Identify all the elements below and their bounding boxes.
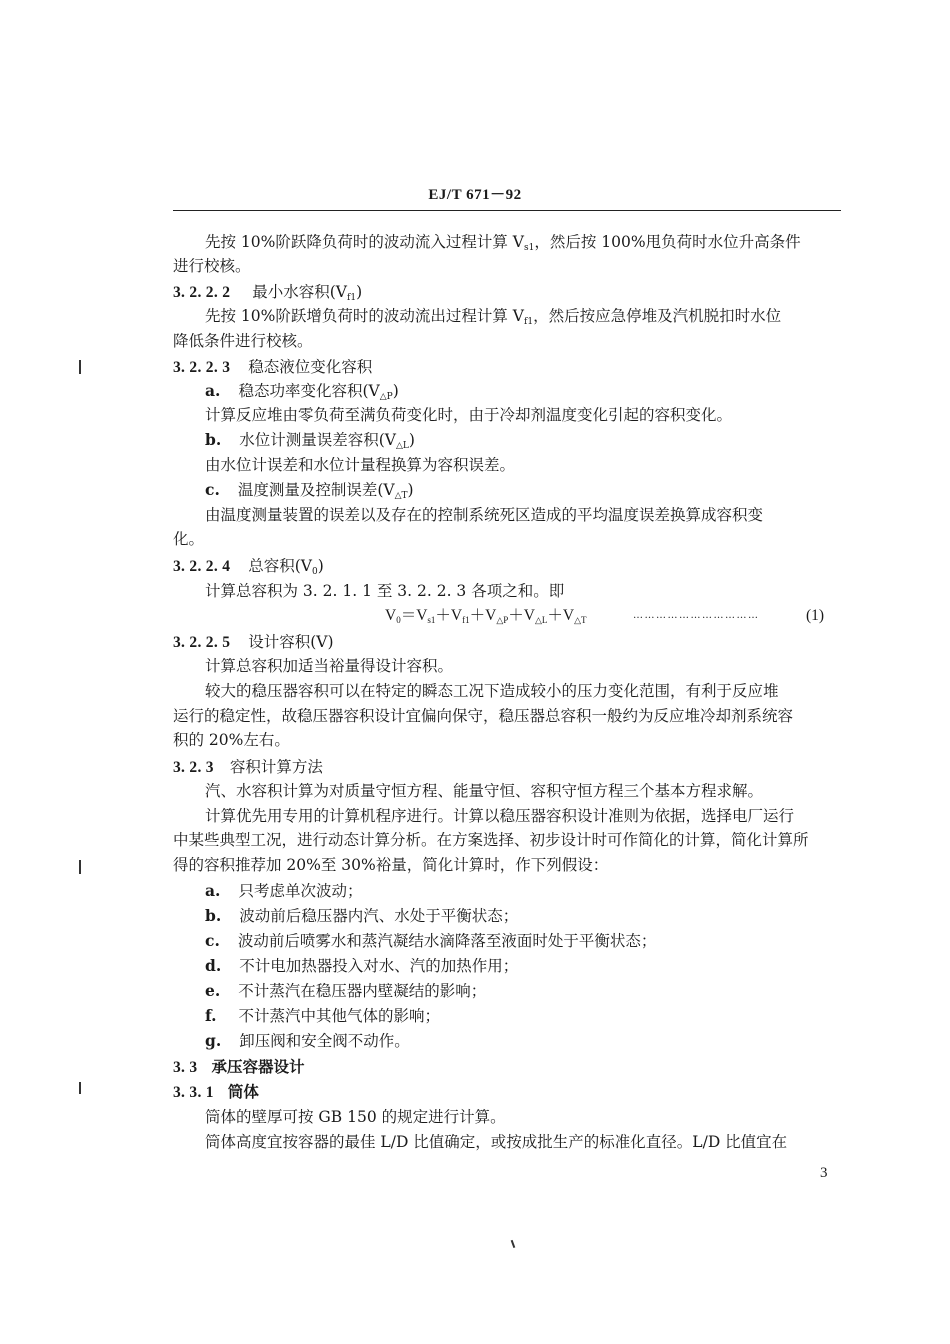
paragraph-line: 运行的稳定性，故稳压器容积设计宜偏向保守，稳压器总容积一般约为反应堆冷却剂系统容 — [173, 707, 794, 725]
section-heading-3-3: 3. 3 承压容器设计 — [173, 1057, 305, 1076]
paragraph-line: 降低条件进行校核。 — [173, 332, 313, 350]
list-item: b. 水位计测量误差容积$(V_{\triangle L})$ — [205, 430, 415, 451]
list-item: g. 卸压阀和安全阀不动作。 — [205, 1031, 410, 1050]
paragraph-line: 计算优先用专用的计算机程序进行。计算以稳压器容积设计准则为依据，选择电厂运行 — [205, 807, 795, 825]
list-item: f. 不计蒸汽中其他气体的影响； — [205, 1006, 441, 1025]
equation-number: (1) — [806, 607, 825, 624]
header-rule — [173, 210, 841, 211]
paragraph-line: 较大的稳压器容积可以在特定的瞬态工况下造成较小的压力变化范围，有利于反应堆 — [205, 682, 779, 700]
list-item: c. 温度测量及控制误差$(V_{\triangle T})$ — [205, 480, 414, 501]
paragraph-line: 计算总容积为 3. 2. 1. 1 至 3. 2. 2. 3 各项之和。即 — [205, 582, 565, 600]
paragraph-line: 化。 — [173, 530, 205, 548]
section-heading-3-2-2-3: 3. 2. 2. 3 稳态液位变化容积 — [173, 358, 373, 376]
equation-leader-dots: …………………………… — [633, 610, 760, 621]
section-heading-3-2-3: 3. 2. 3 容积计算方法 — [173, 758, 323, 776]
paragraph-line: 筒体高度宜按容器的最佳 L/D 比值确定，或按成批生产的标准化直径。L/D 比值宜在 — [205, 1133, 788, 1151]
list-item: e. 不计蒸汽在稳压器内壁凝结的影响； — [205, 981, 487, 1000]
scan-mark — [79, 1082, 81, 1094]
paragraph-line: 筒体的壁厚可按 GB 150 的规定进行计算。 — [205, 1108, 506, 1126]
section-heading-3-3-1: 3. 3. 1 筒体 — [173, 1082, 259, 1101]
paragraph-line: 计算反应堆由零负荷至满负荷变化时，由于冷却剂温度变化引起的容积变化。 — [205, 406, 733, 424]
list-item: a. 稳态功率变化容积$(V_{\triangle P})$ — [205, 381, 399, 402]
paragraph-line: 进行校核。 — [173, 257, 251, 275]
list-item: d. 不计电加热器投入对水、汽的加热作用； — [205, 956, 519, 975]
paragraph-line: 先按 10%阶跃降负荷时的波动流入过程计算 $V_{s1}$，然后按 100%甩负荷时水位升高条件 — [205, 233, 801, 253]
paragraph-line: 由水位计误差和水位计量程换算为容积误差。 — [205, 456, 516, 474]
scan-mark — [511, 1240, 515, 1248]
section-heading-3-2-2-4: 3. 2. 2. 4 总容积$(V_0)$ — [173, 557, 324, 577]
section-heading-3-2-2-5: 3. 2. 2. 5 设计容积(V) — [173, 633, 334, 651]
list-item: a. 只考虑单次波动； — [205, 881, 363, 900]
paragraph-line: 由温度测量装置的误差以及存在的控制系统死区造成的平均温度误差换算成容积变 — [205, 506, 764, 524]
paragraph-line: 计算总容积加适当裕量得设计容积。 — [205, 657, 454, 675]
list-item: c. 波动前后喷雾水和蒸汽凝结水滴降落至液面时处于平衡状态； — [205, 931, 657, 950]
equation-1: $V_0=V_{s1}+V_{f1}+V_{\triangle P}+V_{\triangle L}+V_{\triangle T}$ — [385, 607, 587, 625]
scan-mark — [79, 360, 81, 374]
paragraph-line: 中某些典型工况，进行动态计算分析。在方案选择、初步设计时可作简化的计算，简化计算所 — [173, 831, 809, 849]
page-number: 3 — [820, 1165, 828, 1181]
paragraph-line: 积的 20%左右。 — [173, 731, 290, 749]
paragraph-line: 先按 10%阶跃增负荷时的波动流出过程计算 $V_{f1}$，然后按应急停堆及汽机脱扣时水位 — [205, 307, 782, 327]
list-item: b. 波动前后稳压器内汽、水处于平衡状态； — [205, 906, 519, 925]
paragraph-line: 汽、水容积计算为对质量守恒方程、能量守恒、容积守恒方程三个基本方程求解。 — [205, 782, 764, 800]
section-heading-3-2-2-2: 3. 2. 2. 2 最小水容积$(V_{f1})$ — [173, 283, 363, 303]
standard-header: EJ/T 671－92 — [428, 187, 522, 203]
scan-mark — [79, 860, 81, 874]
paragraph-line: 得的容积推荐加 20%至 30%裕量，简化计算时，作下列假设： — [173, 856, 609, 874]
